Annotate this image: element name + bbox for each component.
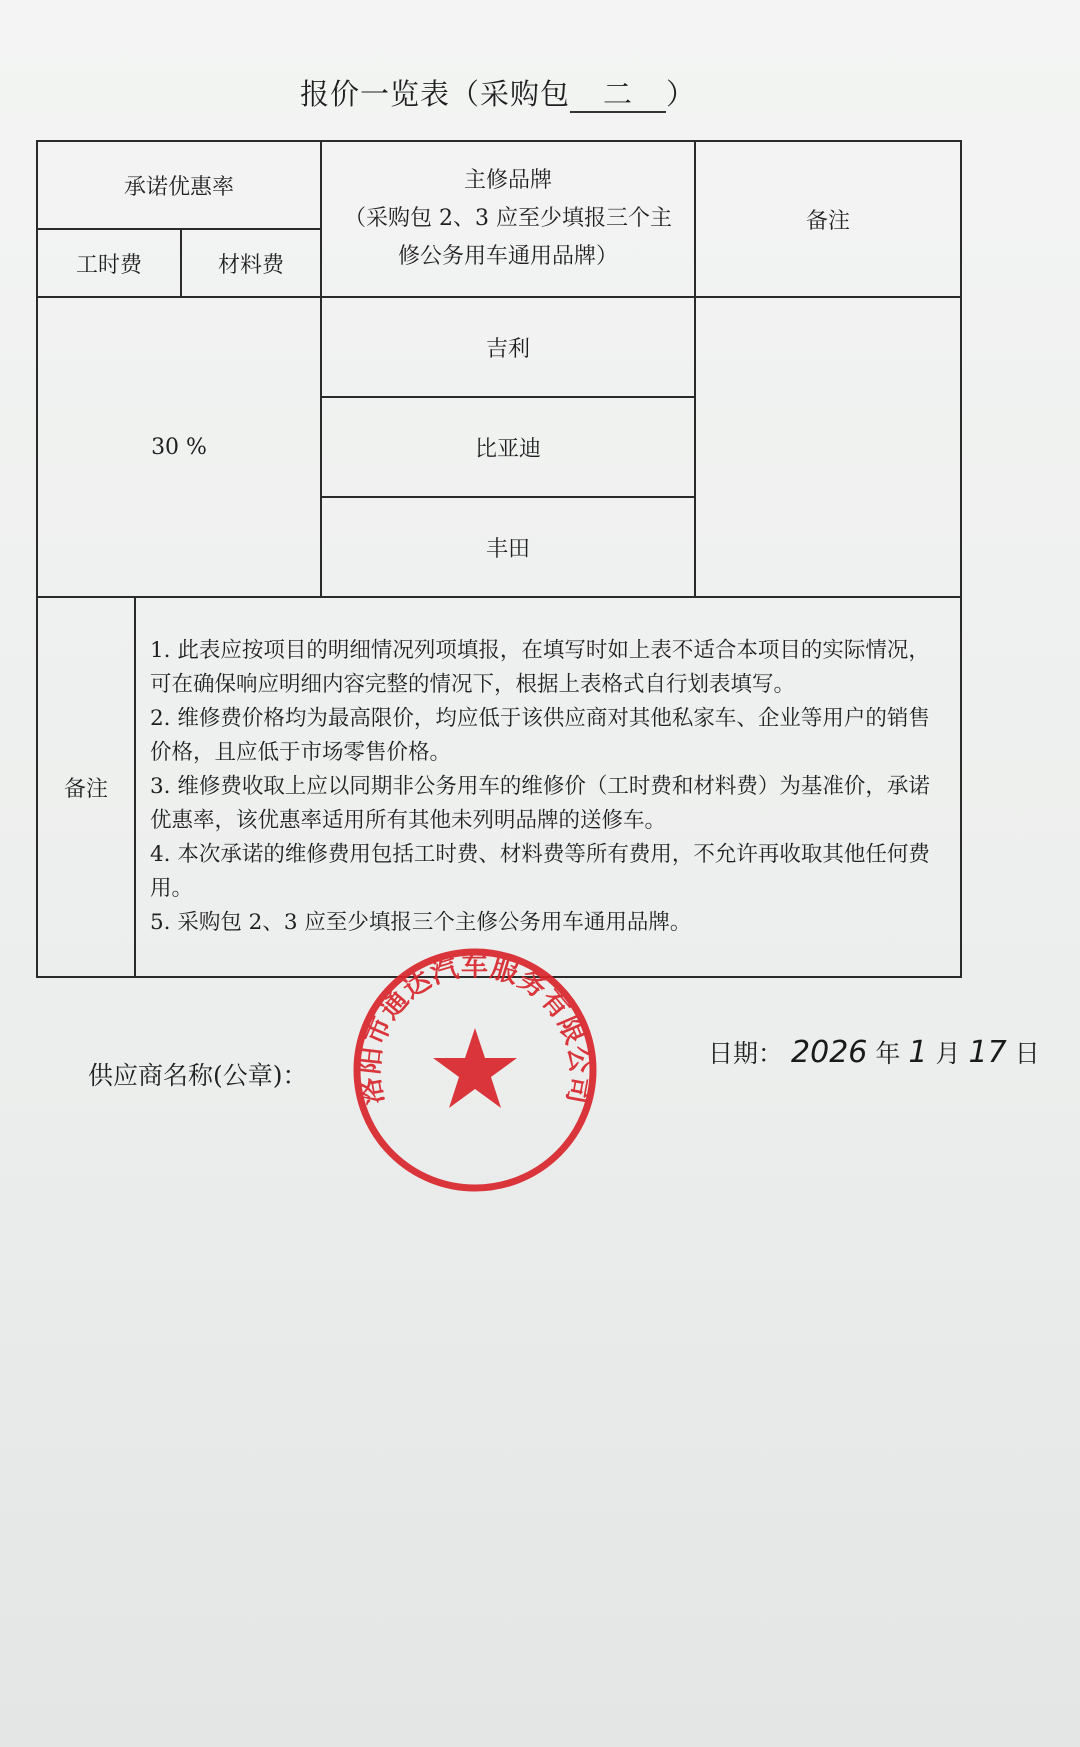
- date-day: 17: [968, 1035, 1007, 1070]
- star-icon: [433, 1028, 517, 1108]
- date-month: 1: [908, 1035, 928, 1070]
- discount-rate-value: 30 %: [37, 297, 321, 597]
- company-seal: [345, 940, 605, 1200]
- note-item: 3. 维修费收取上应以同期非公务用车的维修价（工时费和材料费）为基准价，承诺优惠率，该优惠率适用所有其他未列明品牌的送修车。: [150, 774, 930, 833]
- remark-header: 备注: [695, 141, 961, 297]
- brand-cell: 丰田: [321, 497, 695, 597]
- note-item: 4. 本次承诺的维修费用包括工时费、材料费等所有费用，不允许再收取其他任何费用。: [150, 842, 930, 901]
- note-item: 5. 采购包 2、3 应至少填报三个主修公务用车通用品牌。: [150, 910, 692, 935]
- month-unit: 月: [935, 1039, 961, 1068]
- supplier-signature-line: [88, 1056, 308, 1092]
- page-title: [300, 72, 696, 113]
- package-number: 二: [570, 79, 666, 113]
- supplier-label: 供应商名称(公章)：: [88, 1061, 308, 1090]
- brand-header-line: 修公务用车通用品牌）: [398, 244, 619, 269]
- discount-header: 承诺优惠率: [37, 141, 321, 229]
- brand-cell: 吉利: [321, 297, 695, 397]
- year-unit: 年: [875, 1039, 901, 1068]
- day-unit: 日: [1014, 1039, 1040, 1068]
- date-year: 2026: [791, 1035, 868, 1070]
- quote-table: [36, 140, 962, 978]
- brand-cell: 比亚迪: [321, 397, 695, 497]
- notes-body: [135, 597, 961, 977]
- labor-fee-header: 工时费: [37, 229, 181, 297]
- brand-header-line: 主修品牌: [464, 168, 553, 193]
- material-fee-header: 材料费: [181, 229, 321, 297]
- seal-text: 洛阳市通达汽车服务有限公司: [354, 951, 596, 1108]
- notes-label: 备注: [37, 597, 135, 977]
- title-suffix: ）: [666, 77, 697, 111]
- note-item: 2. 维修费价格均为最高限价，均应低于该供应商对其他私家车、企业等用户的销售价格，且应低于市场零售价格。: [150, 706, 930, 765]
- brand-header: [321, 141, 695, 297]
- date-label: 日期：: [708, 1039, 784, 1068]
- date-line: [708, 1034, 1040, 1070]
- note-item: 1. 此表应按项目的明细情况列项填报，在填写时如上表不适合本项目的实际情况，可在确保响应明细内容完整的情况下，根据上表格式自行划表填写。: [150, 638, 930, 697]
- title-prefix: 报价一览表（采购包: [300, 77, 571, 111]
- brand-header-line: （采购包 2、3 应至少填报三个主: [344, 206, 673, 231]
- remark-cell: [695, 297, 961, 597]
